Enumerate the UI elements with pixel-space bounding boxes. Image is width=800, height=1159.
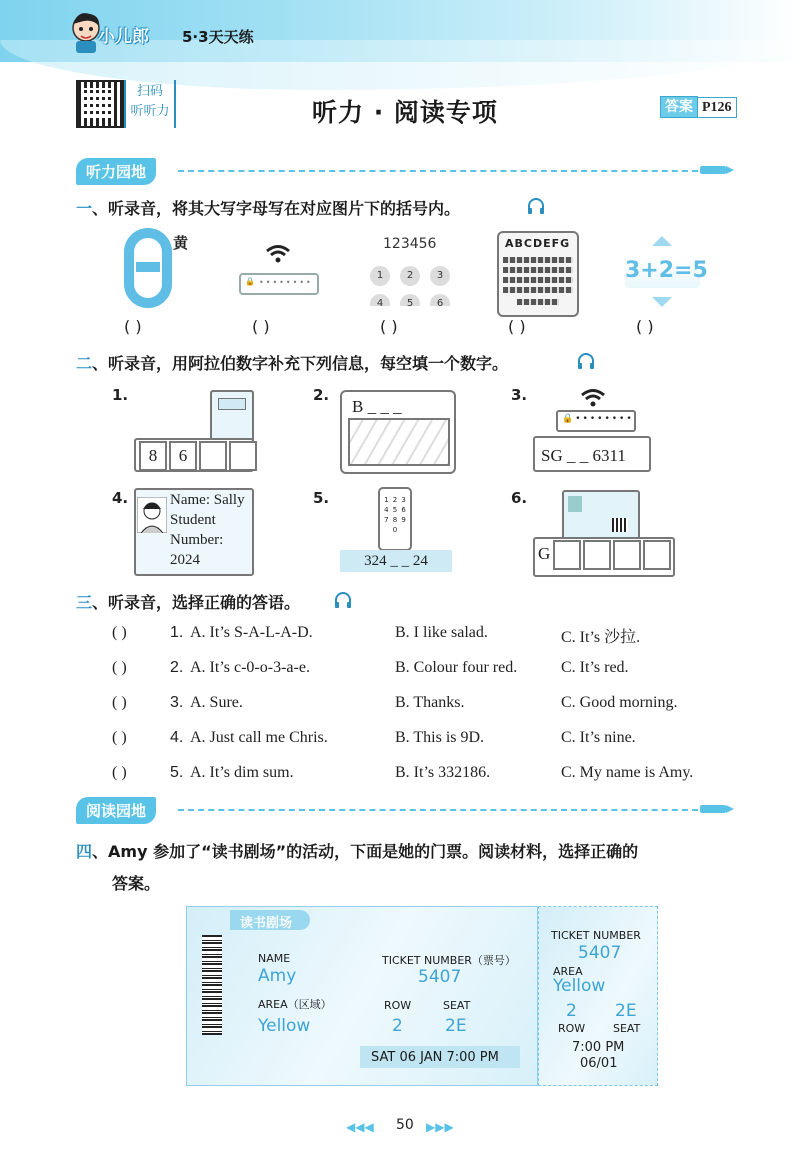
headphones-icon [333,590,353,610]
page-number: 50 [396,1117,414,1133]
answer-page: P126 [698,97,737,118]
student-photo-icon [137,497,167,533]
arrow-down-icon [652,297,672,307]
student-card-text [170,490,245,570]
phone-number-field[interactable]: 324 _ _ 24 [340,550,452,572]
item-number: 5. [170,764,184,781]
section-divider [178,809,698,811]
seat-value: 2E [445,1016,467,1036]
q4-text-2: 答案。 [112,874,161,893]
stub-row-label: ROW [558,1022,586,1035]
answer-blank[interactable]: ( ) [508,317,526,336]
name-value: Amy [258,966,297,986]
keyboard-text: ABCDEFG [505,237,571,250]
option-b[interactable]: B. I like salad. [395,624,488,641]
digit-box[interactable] [553,540,581,570]
digit-box[interactable] [199,441,227,471]
q2-item-number: 4. [112,489,129,507]
wifi-icon [265,242,291,264]
q4-prompt [76,836,756,900]
q2-item-number: 2. [313,386,330,404]
q2-prompt [76,351,508,374]
q3-text: 、听录音，选择正确的答语。 [92,593,301,612]
q4-number: 四 [76,842,93,861]
key: 3 [430,266,450,286]
stub-ticket-label: TICKET NUMBER [551,929,641,942]
ticket-number-label: TICKET NUMBER（票号） [382,954,516,967]
pencil-icon [700,166,726,174]
q3-number: 三 [76,593,93,612]
q2-item-number: 1. [112,386,129,404]
q3-item [112,729,752,764]
phone-number-display: 123456 [383,236,437,252]
stub-row-value: 2 [566,1001,577,1021]
name-label: NAME [258,952,291,965]
answer-blank[interactable]: ( ) [252,317,270,336]
q2-number: 二 [76,354,93,373]
key: 6 [430,294,450,306]
ticket-number-value: 5407 [418,967,462,987]
item-number: 4. [170,729,184,746]
key: 2 [400,266,420,286]
headphones-icon [576,351,596,371]
option-c[interactable]: C. Good morning. [561,694,678,711]
option-b[interactable]: B. It’s 332186. [395,764,491,781]
q3-list [112,624,752,799]
option-c[interactable]: C. It’s 沙拉. [561,629,641,646]
q3-item [112,659,752,694]
digit-eight-image [124,228,172,308]
wifi-password-bar: 🔒 •••••••• [239,273,319,295]
scan-text-1: 扫码 [136,84,163,99]
brand-logo: 小儿郎 [98,27,149,47]
q2-item-number: 3. [511,386,528,404]
q2-item-number: 5. [313,489,330,507]
passport-image [562,490,640,540]
answer-paren[interactable]: ( ) [112,729,127,746]
option-a[interactable]: A. It’s c-0-o-3-a-e. [190,659,310,676]
option-a[interactable]: A. Just call me Chris. [190,729,328,746]
key: 5 [400,294,420,306]
math-expression: 3+2=5 [625,258,700,288]
q3-item [112,764,752,799]
barcode-image [202,935,222,1035]
footer-left-arrows: ◀◀◀ [346,1120,374,1134]
stub-time: 7:00 PM [572,1040,625,1055]
answer-blank[interactable]: ( ) [380,317,398,336]
answer-paren[interactable]: ( ) [112,659,127,676]
stub-date: 06/01 [580,1056,618,1071]
card-name: Name: Sally [170,492,245,508]
series-name: 5·3天天练 [182,28,254,46]
section-reading: 阅读园地 [76,797,156,824]
item-number: 2. [170,659,184,676]
item-number: 1. [170,624,184,641]
option-c[interactable]: C. My name is Amy. [561,764,694,781]
card-line: Student [170,512,216,528]
answer-reference [660,96,737,116]
lock-icon: 🔒 [245,277,255,286]
scan-text-2: 听听力 [130,104,170,119]
stub-area-label: AREA [553,965,583,978]
digit-box[interactable] [229,441,257,471]
headphones-icon [526,196,546,216]
section-listening: 听力园地 [76,158,156,185]
key: 4 [370,294,390,306]
row-label: ROW [384,999,412,1012]
ticket-title: 读书剧场 [240,916,293,931]
q1-prompt [76,196,460,219]
datetime-value: SAT 06 JAN 7:00 PM [371,1050,499,1065]
stub-area-value: Yellow [553,976,606,996]
digit-box[interactable] [643,540,671,570]
q3-item [112,694,752,729]
answer-blank[interactable]: ( ) [636,317,654,336]
card-number: 2024 [170,552,200,568]
area-value: Yellow [258,1016,311,1036]
row-value: 2 [392,1016,403,1036]
footer-right-arrows: ▶▶▶ [426,1120,454,1134]
section-divider [178,170,698,172]
option-a[interactable]: A. It’s dim sum. [190,764,294,781]
item-number: 3. [170,694,184,711]
stub-ticket-number: 5407 [578,943,622,963]
q2-item-number: 6. [511,489,528,507]
q1-text: 、听录音，将其大写字母写在对应图片下的括号内。 [92,199,461,218]
q3-item [112,624,752,659]
seat-label: SEAT [443,999,471,1012]
color-char: 黄 [173,234,189,252]
option-a[interactable]: A. It’s S-A-L-A-D. [190,624,313,641]
wifi-code[interactable]: SG _ _ 6311 [533,436,651,472]
q2-text: 、听录音，用阿拉伯数字补充下列信息，每空填一个数字。 [92,354,509,373]
q4-text: 、Amy 参加了“读书剧场”的活动，下面是她的门票。阅读材料，选择正确的 [92,842,639,861]
wifi-icon [580,386,606,408]
option-c[interactable]: C. It’s red. [561,659,629,676]
page-title: 听力 · 阅读专项 [312,98,498,127]
answer-label: 答案 [660,96,698,118]
qr-pattern [84,88,114,118]
digit-box[interactable] [583,540,611,570]
passport-prefix: G [538,544,551,563]
passport-boxes [553,540,673,570]
option-a[interactable]: A. Sure. [190,694,243,711]
q1-number: 一 [76,199,93,218]
answer-paren[interactable]: ( ) [112,624,127,641]
keyboard-image [497,231,579,317]
door-image [210,390,254,444]
option-b[interactable]: B. Thanks. [395,694,465,711]
digit-box[interactable]: 8 [139,441,167,471]
answer-paren[interactable]: ( ) [112,694,127,711]
area-label: AREA（区域） [258,998,332,1011]
option-b[interactable]: B. Colour four red. [395,659,518,676]
card-line: Number: [170,532,224,548]
door-code-boxes [139,441,259,471]
arrow-up-icon [652,236,672,246]
key: 1 [370,266,390,286]
stub-seat-label: SEAT [613,1022,641,1035]
stub-seat-value: 2E [615,1001,637,1021]
digit-box[interactable] [613,540,641,570]
option-b[interactable]: B. This is 9D. [395,729,485,746]
option-c[interactable]: C. It’s nine. [561,729,636,746]
digit-box[interactable]: 6 [169,441,197,471]
scan-label [124,80,176,128]
q3-prompt [76,590,300,613]
answer-blank[interactable]: ( ) [124,317,142,336]
answer-paren[interactable]: ( ) [112,764,127,781]
phone-keypad [370,266,450,306]
wifi-password-bar: 🔒•••••••• [556,410,636,432]
pencil-icon [700,805,726,813]
phone-image: 1 2 3 4 5 6 7 8 9 0 [378,487,412,551]
plate-number: B _ _ _ [352,397,402,416]
